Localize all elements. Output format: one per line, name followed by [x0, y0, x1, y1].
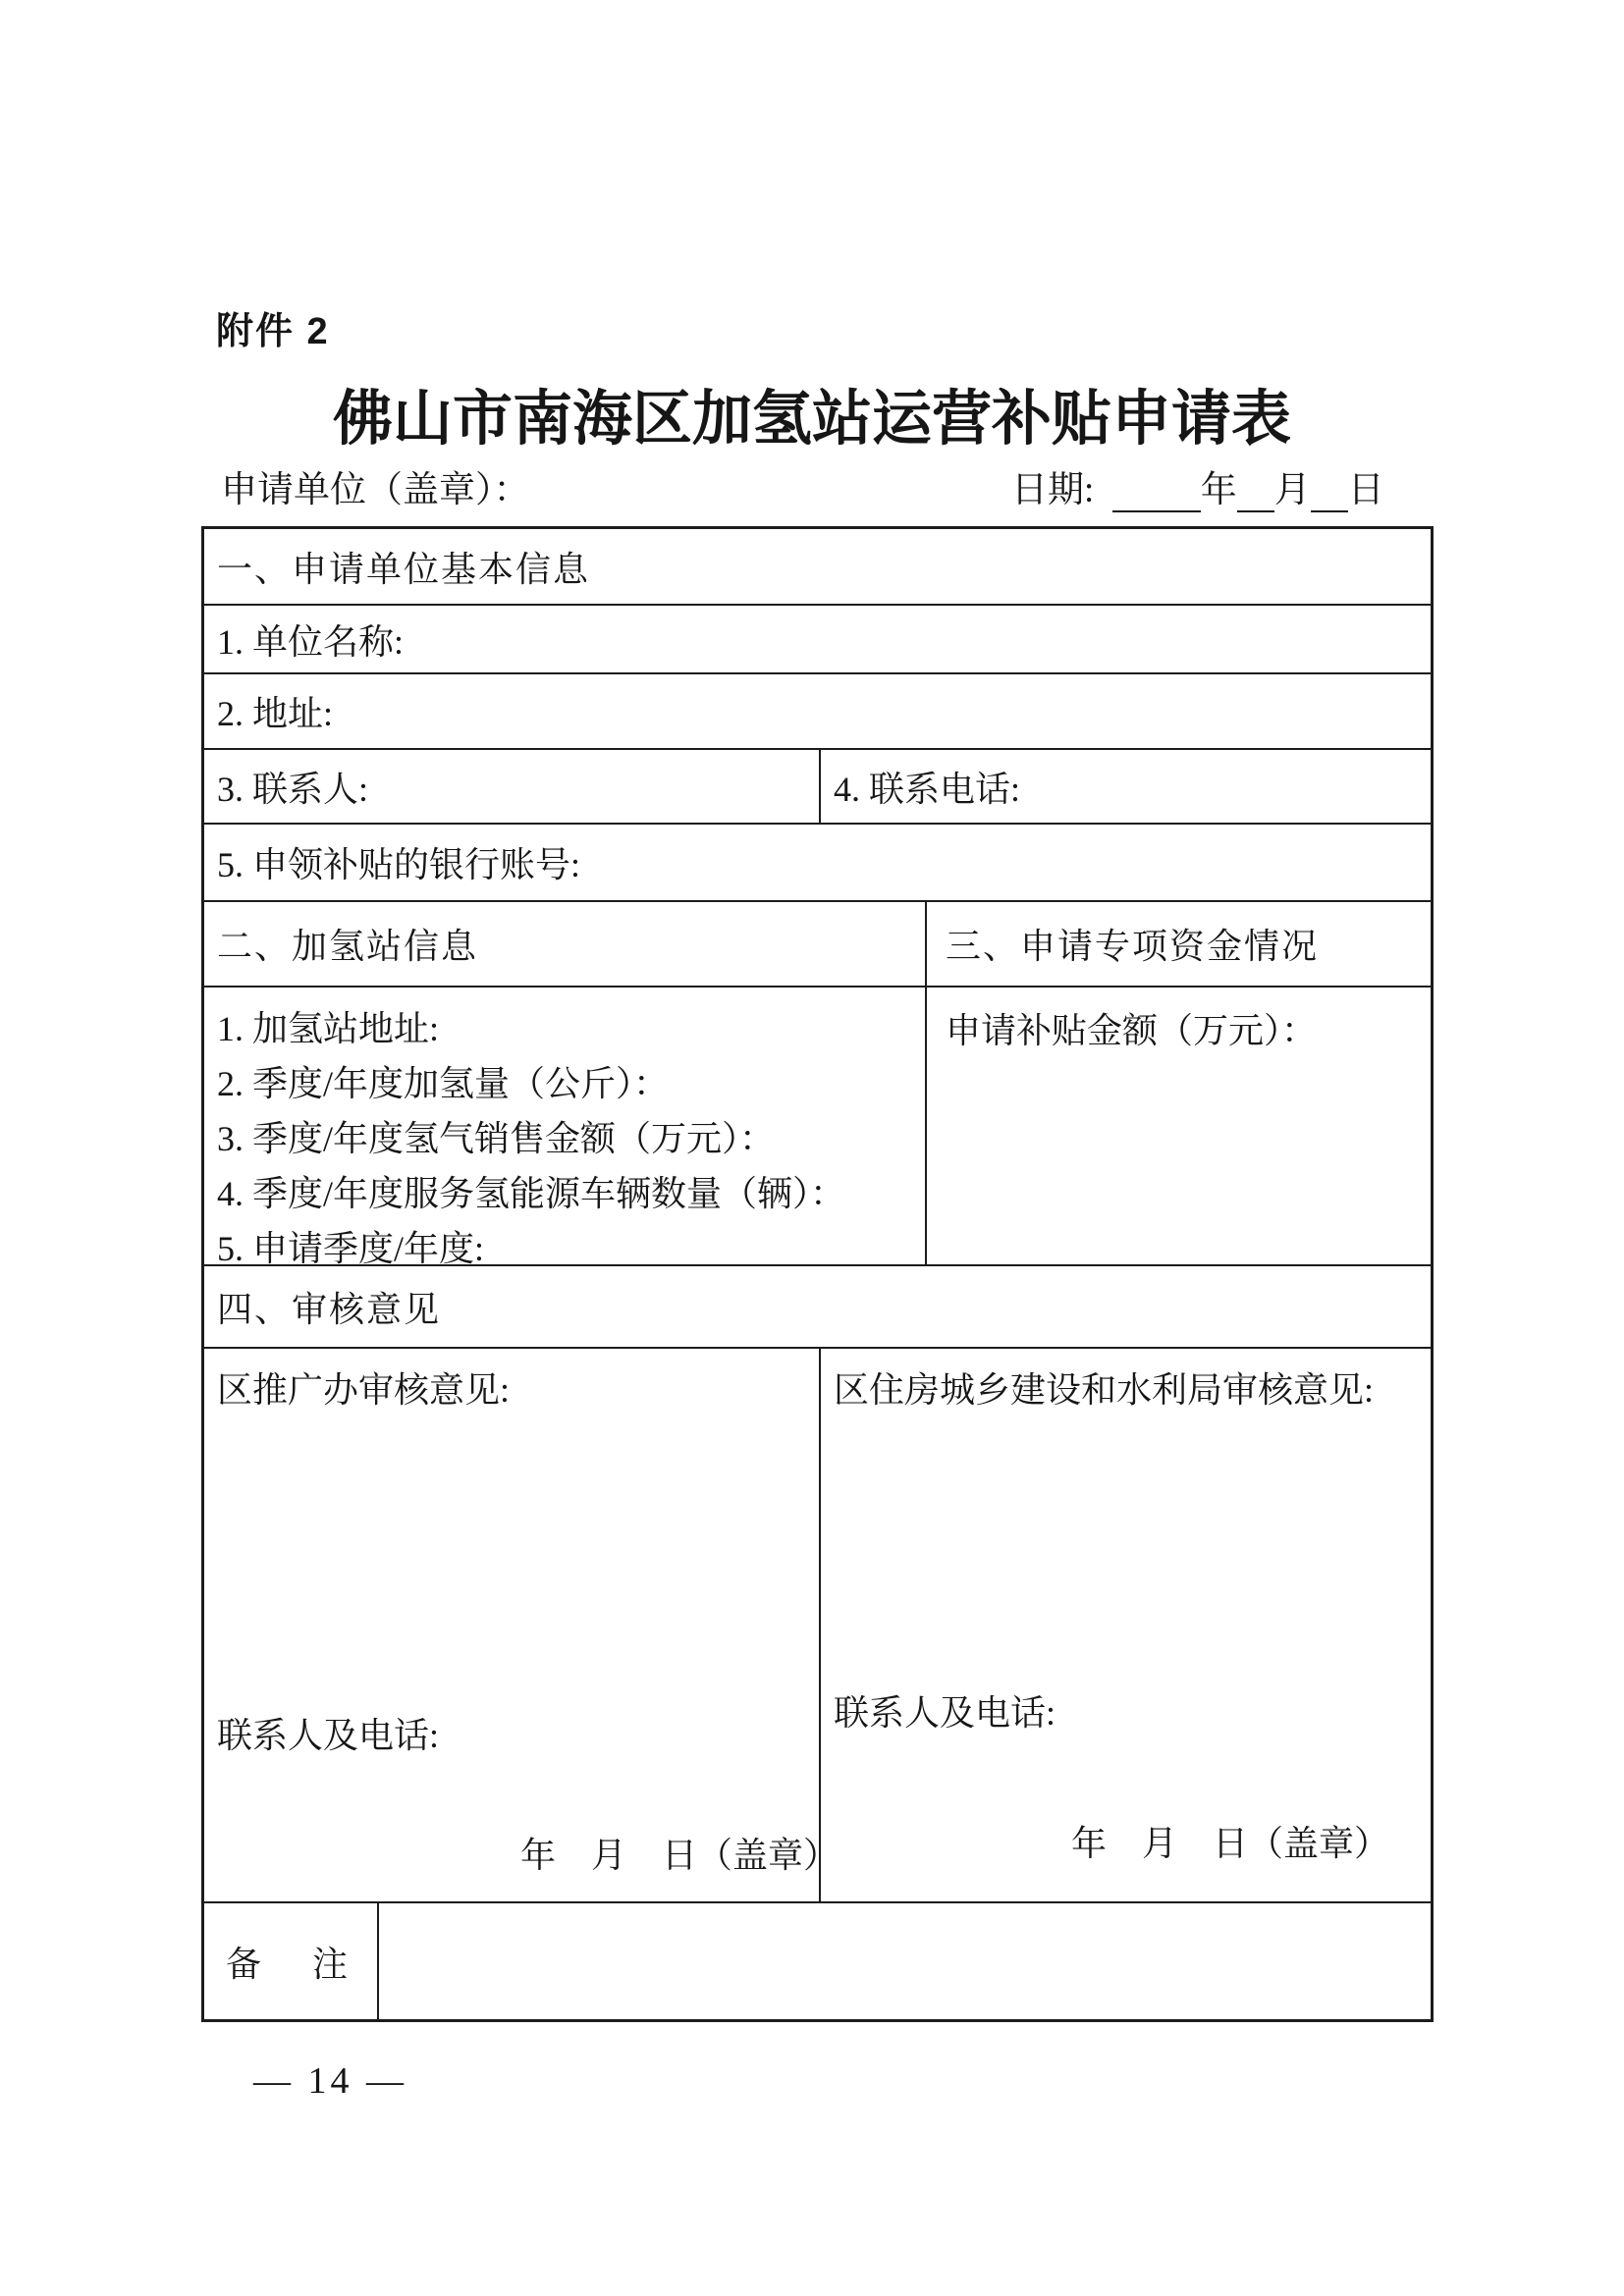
section3-header: 三、申请专项资金情况	[946, 927, 1320, 966]
remarks-empty-cell	[379, 1903, 1431, 2019]
unit-name-label: 1. 单位名称:	[217, 621, 405, 662]
date-day-label: 日	[1347, 470, 1384, 510]
section1-header: 一、申请单位基本信息	[217, 549, 591, 589]
row-remarks	[204, 1903, 1431, 2019]
date-month-blank	[1237, 471, 1274, 512]
row-review-opinions	[204, 1349, 1431, 1903]
applicant-unit-label: 申请单位（盖章）：	[221, 470, 530, 510]
row-bank-account	[204, 825, 1431, 902]
page-title: 佛山市南海区加氢站运营补贴申请表	[332, 387, 1291, 453]
row-station-info	[204, 988, 1431, 1266]
date-month-label: 月	[1273, 470, 1311, 510]
station-period-label: 5. 申请季度/年度:	[217, 1229, 485, 1268]
date-line	[1011, 459, 1384, 512]
date-prefix: 日期:	[1011, 470, 1095, 510]
station-address-label: 1. 加氢站地址:	[217, 1009, 440, 1048]
review-left-date-stamp: 年 月 日（盖章）	[520, 1836, 839, 1875]
review-left-contact-label: 联系人及电话:	[217, 1716, 440, 1755]
remarks-label: 备 注	[204, 1903, 379, 2019]
contact-label: 3. 联系人:	[204, 750, 821, 823]
section2-header: 二、加氢站信息	[204, 902, 927, 986]
application-form-table	[201, 526, 1434, 2022]
station-vehicles-label: 4. 季度/年度服务氢能源车辆数量（辆）：	[217, 1174, 846, 1213]
review-right-title: 区住房城乡建设和水利局审核意见:	[834, 1370, 1375, 1410]
address-label: 2. 地址:	[217, 694, 334, 733]
form-header-line	[0, 459, 1624, 514]
review-right-cell	[821, 1349, 1431, 1901]
row-unit-name	[204, 606, 1431, 674]
station-info-list	[204, 988, 927, 1268]
date-year-label: 年	[1200, 470, 1237, 510]
bank-account-label: 5. 申领补贴的银行账号:	[217, 845, 581, 884]
review-left-cell	[204, 1349, 839, 1901]
row-section2-3	[204, 902, 1431, 988]
review-right-date-stamp: 年 月 日（盖章）	[1071, 1824, 1390, 1863]
row-section4	[204, 1266, 1431, 1349]
row-contact-phone	[204, 750, 1431, 825]
review-right-contact-label: 联系人及电话:	[834, 1693, 1056, 1733]
review-left-title: 区推广办审核意见:	[217, 1370, 511, 1410]
subsidy-amount-label: 申请补贴金额（万元）：	[946, 1011, 1318, 1050]
row-address	[204, 674, 1431, 750]
date-year-blank	[1112, 471, 1201, 512]
row-section1	[204, 529, 1431, 606]
station-sales-label: 3. 季度/年度氢气销售金额（万元）：	[217, 1119, 776, 1158]
date-day-blank	[1311, 471, 1348, 512]
attachment-label: 附件 2	[216, 311, 330, 352]
page-number: — 14 —	[253, 2060, 407, 2102]
station-volume-label: 2. 季度/年度加氢量（公斤）：	[217, 1064, 670, 1103]
section4-header: 四、审核意见	[217, 1289, 442, 1329]
phone-label: 4. 联系电话:	[834, 769, 1021, 809]
